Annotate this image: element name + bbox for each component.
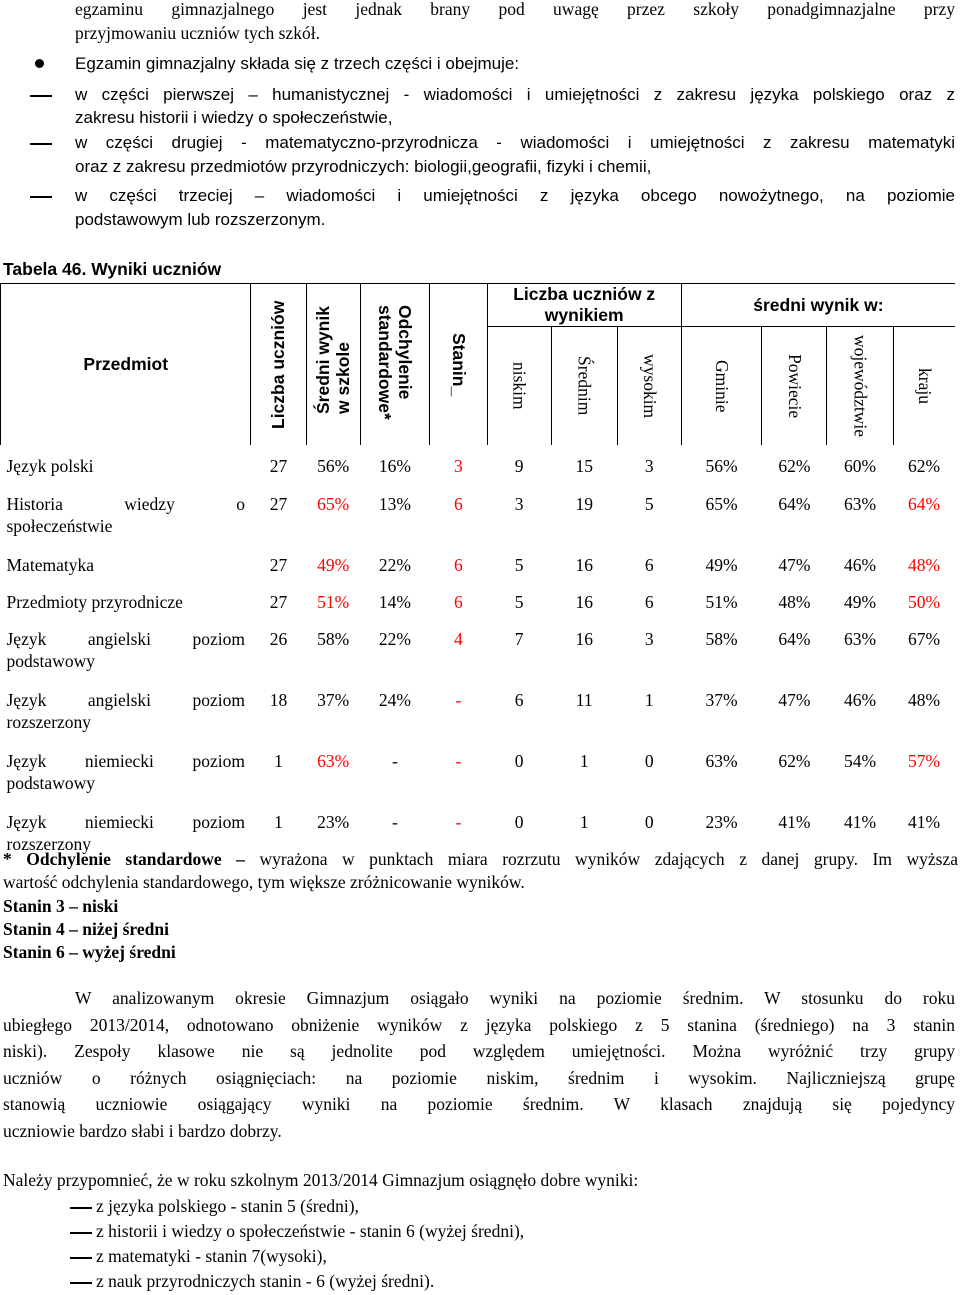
list2-item: z historii i wiedzy o społeczeństwie - stanin 6 (wyżej średni), [96,1221,525,1241]
dash-icon [70,1282,92,1284]
note-stanin-4: Stanin 4 – niżej średni [3,919,169,939]
cell-powiat: 64% [778,629,811,649]
cell-stanin: 6 [454,592,463,612]
cell-mid: 15 [575,456,593,476]
cell-avg: 56% [317,456,350,476]
list2-item: z nauk przyrodniczych stanin - 6 (wyżej średni). [96,1271,435,1291]
subject-line: Język niemiecki poziom [6,751,245,771]
header-gminie: Gminie [681,327,762,446]
cell-sd: 13% [378,494,411,514]
cell-gmina: 51% [705,592,738,612]
note-stddev: * Odchylenie standardowe – wyrażona w punktach miara rozrzutu wyników zdających z danej grupy. Im wyższa wartość odchylenia standardowego, tym większe zróżnicowanie wyników. [3,849,958,892]
cell-subject [1,746,251,807]
cell-avg: 23% [317,812,350,832]
dash-icon [30,196,52,198]
cell-n: 27 [269,555,288,575]
cell-sd: 16% [378,456,411,476]
subject-line: Przedmioty przyrodnicze [6,592,183,612]
cell-mid: 11 [575,690,593,710]
subject-line: Język angielski poziom [6,629,245,649]
cell-gmina: 23% [705,812,738,832]
header-stanin: Stanin_ [430,284,487,446]
table-row [1,550,956,587]
cell-woj: 46% [844,555,877,575]
cell-stanin: - [455,690,462,710]
intro-item-3a: w części trzeciej – wiadomości i umiejętności z języka obcego nowożytnego, na poziomie [75,186,955,205]
note-stanin-3: Stanin 3 – niski [3,896,119,916]
dash-icon [70,1232,92,1234]
cell-high: 5 [644,494,654,514]
dash-icon [70,1207,92,1209]
cell-gmina: 58% [705,629,738,649]
cell-sd: 22% [378,629,411,649]
cell-low: 9 [514,456,524,476]
list2-item: z matematyki - stanin 7(wysoki), [96,1246,327,1266]
header-kraju: kraju [893,327,955,446]
cell-woj: 49% [844,592,877,612]
results-table-body [1,445,956,868]
cell-n: 1 [274,812,283,832]
intro-item-3b: podstawowym lub rozszerzonym. [75,210,326,229]
cell-high: 0 [644,751,654,771]
cell-subject [1,624,251,685]
cell-kraj: 64% [908,494,941,514]
cell-woj: 60% [844,456,877,476]
table-caption [3,258,221,281]
cell-powiat: 62% [778,751,811,771]
intro-bullet-text: Egzamin gimnazjalny składa się z trzech części i obejmuje: [75,54,520,73]
cell-subject [1,587,251,624]
subject-line: podstawowy [6,651,95,671]
header-wojewodztwie: województwie [827,327,893,446]
cell-kraj: 48% [908,690,941,710]
cell-powiat: 62% [778,456,811,476]
cell-avg: 49% [317,555,350,575]
cell-n: 27 [269,494,288,514]
cell-n: 18 [269,690,288,710]
cell-stanin: 6 [454,555,463,575]
results-table [0,283,955,868]
list2-item: z języka polskiego - stanin 5 (średni), [96,1196,359,1216]
header-liczba: Liczba uczniów [251,284,306,446]
cell-high: 3 [644,629,654,649]
cell-stanin: 4 [454,629,463,649]
cell-mid: 16 [575,555,593,575]
cell-avg: 58% [317,629,350,649]
header-group-sredni: średni wynik w: [681,284,955,327]
intro-line-1: egzaminu gimnazjalnego jest jednak brany pod uwagę przez szkoły ponadgimnazjalne przy [75,0,955,19]
table-row [1,624,956,685]
table-row [1,746,956,807]
cell-mid: 16 [575,629,593,649]
paragraph-line: uczniów o różnych osiągnięciach: na poziomie niskim, średnim i wysokim. Najliczniejszą grupę [3,1067,955,1088]
cell-high: 1 [644,690,654,710]
cell-kraj: 48% [908,555,941,575]
bullet-icon [35,59,44,68]
subject-line: podstawowy [6,773,95,793]
cell-stanin: 3 [454,456,463,476]
header-przedmiot: Przedmiot [1,284,251,446]
table-row [1,587,956,624]
cell-subject [1,685,251,746]
cell-low: 0 [514,751,524,771]
cell-gmina: 37% [705,690,738,710]
table-row [1,489,956,550]
cell-n: 26 [269,629,288,649]
cell-high: 6 [644,592,654,612]
subject-line: Historia wiedzy o [6,494,245,514]
cell-subject [1,445,251,489]
subject-line: rozszerzony [6,834,92,854]
cell-avg: 51% [317,592,350,612]
cell-stanin: - [455,812,462,832]
cell-woj: 63% [844,629,877,649]
cell-avg: 63% [317,751,350,771]
subject-line: Język polski [6,456,94,476]
cell-gmina: 63% [705,751,738,771]
cell-woj: 54% [844,751,877,771]
cell-sd: 24% [378,690,411,710]
subject-line: Matematyka [6,555,94,575]
note-stanin-6: Stanin 6 – wyżej średni [3,942,176,962]
header-powiecie: Powiecie [762,327,827,446]
cell-woj: 63% [844,494,877,514]
cell-woj: 41% [844,812,877,832]
cell-low: 5 [514,592,524,612]
header-srednim: Średnim [551,327,617,446]
header-niskim: niskim [487,327,551,446]
paragraph-reminder: Należy przypomnieć, że w roku szkolnym 2013/2014 Gimnazjum osiągnęło dobre wyniki: [3,1170,639,1190]
cell-powiat: 64% [778,494,811,514]
cell-powiat: 41% [778,812,811,832]
subject-line: społeczeństwie [6,516,113,536]
cell-n: 27 [269,456,288,476]
intro-line-2: przyjmowaniu uczniów tych szkół. [75,23,320,43]
cell-subject [1,489,251,550]
intro-item-1a: w części pierwszej – humanistycznej - wiadomości i umiejętności z zakresu języka polskiego oraz z [75,85,955,104]
cell-kraj: 57% [908,751,941,771]
cell-mid: 19 [575,494,593,514]
subject-line: rozszerzony [6,712,92,732]
intro-item-2b: oraz z zakresu przedmiotów przyrodniczych: biologii,geografii, fizyki i chemii, [75,157,652,176]
header-sredni: Średni wynik w szkole [306,284,360,446]
cell-low: 0 [514,812,524,832]
dash-icon [30,143,52,145]
cell-mid: 16 [575,592,593,612]
intro-item-1b: zakresu historii i wiedzy o społeczeństwie, [75,108,393,127]
paragraph-line: uczniowie bardzo słabi i bardzo dobrzy. [3,1120,282,1141]
cell-high: 3 [644,456,654,476]
paragraph-line: stanowią uczniowie osiągający wyniki na poziomie średnim. W klasach znajdują się pojedyncy [3,1094,955,1114]
cell-n: 27 [269,592,288,612]
paragraph-line: ubiegłego 2013/2014, odnotowano obniżenie wyników z języka polskiego z 5 stanina (średniego) na 3 stanin [3,1014,955,1035]
cell-powiat: 47% [778,690,811,710]
cell-high: 0 [644,812,654,832]
cell-sd: - [392,812,398,832]
cell-gmina: 65% [705,494,738,514]
cell-sd: 14% [378,592,411,612]
cell-gmina: 49% [705,555,738,575]
cell-high: 6 [644,555,654,575]
table-row [1,445,956,489]
cell-kraj: 67% [908,629,941,649]
cell-woj: 46% [844,690,877,710]
subject-line: Język angielski poziom [6,690,245,710]
paragraph-line: niski). Zespoły klasowe nie są jednolite pod względem umiejętności. Można wyróżnić trzy grupy [3,1041,955,1061]
cell-low: 3 [514,494,524,514]
cell-low: 7 [514,629,524,649]
cell-kraj: 50% [908,592,941,612]
intro-item-2a: w części drugiej - matematyczno-przyrodnicza - wiadomości i umiejętności z zakresu matematyki [75,133,955,152]
cell-subject [1,550,251,587]
caption-text: Tabela 46. Wyniki uczniów [3,259,222,279]
cell-kraj: 62% [908,456,941,476]
header-wysokim: wysokim [617,327,681,446]
cell-low: 6 [514,690,524,710]
cell-stanin: - [455,751,462,771]
cell-stanin: 6 [454,494,463,514]
cell-kraj: 41% [908,812,941,832]
cell-low: 5 [514,555,524,575]
cell-sd: 22% [378,555,411,575]
paragraph-line: W analizowanym okresie Gimnazjum osiągało wyniki na poziomie średnim. W stosunku do roku [75,988,955,1008]
cell-mid: 1 [579,751,589,771]
cell-avg: 65% [317,494,350,514]
header-group-liczba: Liczba uczniów z wynikiem [487,284,681,327]
dash-icon [30,95,52,97]
header-odchylenie: Odchylenie standardowe* [360,284,430,446]
cell-avg: 37% [317,690,350,710]
dash-icon [70,1257,92,1259]
cell-mid: 1 [579,812,589,832]
table-row [1,685,956,746]
cell-n: 1 [274,751,283,771]
paragraph-analysis [3,985,955,1144]
cell-sd: - [392,751,398,771]
cell-gmina: 56% [705,456,738,476]
cell-powiat: 48% [778,592,811,612]
cell-powiat: 47% [778,555,811,575]
subject-line: Język niemiecki poziom [6,812,245,832]
